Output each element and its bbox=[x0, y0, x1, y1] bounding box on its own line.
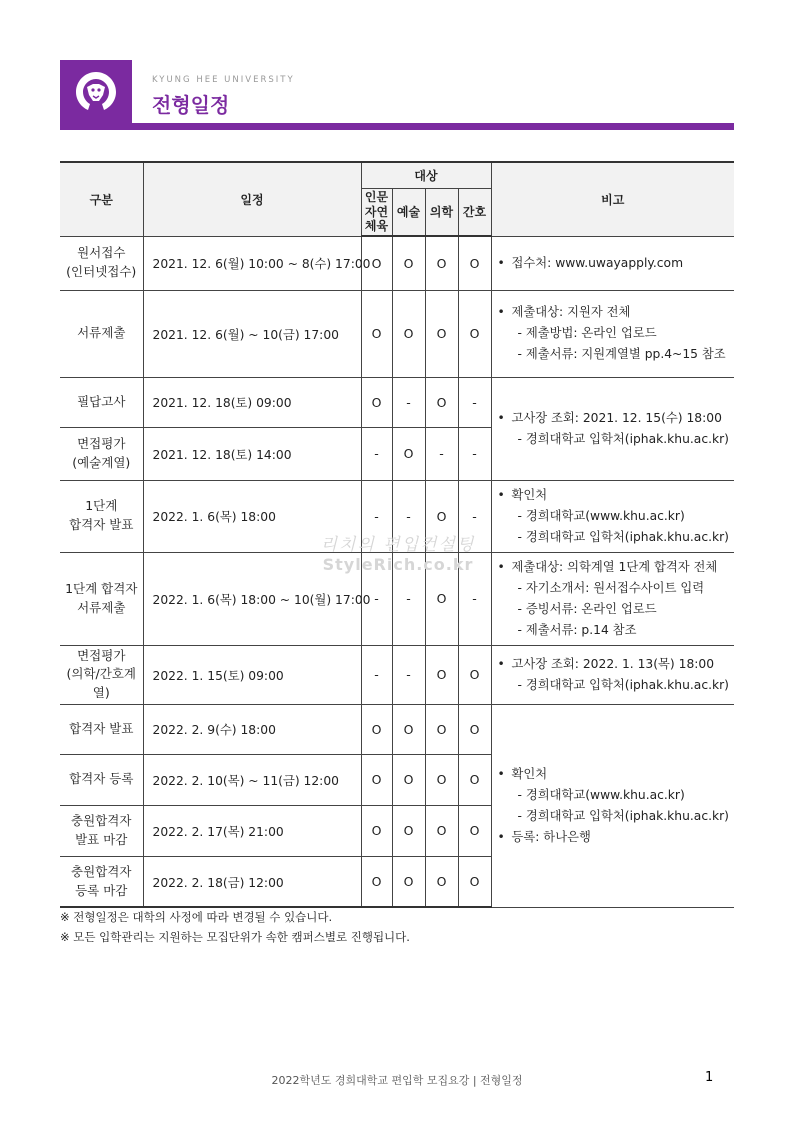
bullet: • bbox=[497, 559, 505, 574]
row-schedule: 2022. 2. 17(목) 21:00 bbox=[143, 805, 361, 856]
row-schedule: 2022. 2. 10(목) ~ 11(금) 12:00 bbox=[143, 754, 361, 805]
row-mark: O bbox=[458, 290, 491, 377]
row-mark: - bbox=[392, 552, 425, 645]
header-target-humanities: 인문 자연 체육 bbox=[361, 188, 392, 236]
row-schedule: 2022. 1. 6(목) 18:00 bbox=[143, 480, 361, 552]
table-row bbox=[60, 377, 734, 427]
row-mark: O bbox=[361, 754, 392, 805]
remark-sub-line: - 자기소개서: 원서접수사이트 입력 bbox=[517, 580, 705, 595]
row-mark: O bbox=[425, 754, 458, 805]
remark-sub-line: - 제출서류: p.14 참조 bbox=[517, 622, 637, 637]
row-mark: - bbox=[361, 427, 392, 480]
page-header bbox=[60, 60, 734, 130]
row-mark: O bbox=[361, 805, 392, 856]
row-division: 합격자 등록 bbox=[60, 754, 143, 805]
remarks-exam bbox=[491, 377, 734, 480]
bullet: • bbox=[497, 766, 505, 781]
row-schedule: 2022. 2. 18(금) 12:00 bbox=[143, 856, 361, 907]
bullet: • bbox=[497, 487, 505, 502]
row-mark: O bbox=[458, 856, 491, 907]
row-division: 1단계 합격자 발표 bbox=[60, 480, 143, 552]
row-mark: O bbox=[425, 805, 458, 856]
remarks-interview-med bbox=[491, 645, 734, 704]
row-schedule: 2021. 12. 6(월) ~ 10(금) 17:00 bbox=[143, 290, 361, 377]
remark-line: 고사장 조회: 2022. 1. 13(목) 18:00 bbox=[511, 656, 715, 671]
remark-sub-line: - 경희대학교(www.khu.ac.kr) bbox=[517, 787, 685, 802]
remark-sub-line: - 경희대학교 입학처(iphak.khu.ac.kr) bbox=[517, 677, 729, 692]
row-division: 면접평가 (예술계열) bbox=[60, 427, 143, 480]
row-mark: O bbox=[392, 805, 425, 856]
row-schedule: 2022. 2. 9(수) 18:00 bbox=[143, 704, 361, 754]
remark-sub-line: - 제출서류: 지원계열별 pp.4~15 참조 bbox=[517, 347, 726, 361]
row-mark: O bbox=[361, 704, 392, 754]
row-mark: - bbox=[458, 377, 491, 427]
remark-sub-line: - 경희대학교(www.khu.ac.kr) bbox=[517, 508, 685, 523]
row-schedule: 2021. 12. 6(월) 10:00 ~ 8(수) 17:00 bbox=[143, 236, 361, 290]
row-mark: O bbox=[458, 704, 491, 754]
bullet: • bbox=[497, 255, 505, 270]
table-row bbox=[60, 480, 734, 552]
bullet: • bbox=[497, 829, 505, 844]
watermark-line2: StyleRich.co.kr bbox=[322, 555, 474, 574]
remark-sub-line: - 증빙서류: 온라인 업로드 bbox=[517, 601, 657, 616]
remark-line: 고사장 조회: 2021. 12. 15(수) 18:00 bbox=[511, 410, 722, 425]
remark-line: 등록: 하나은행 bbox=[511, 829, 591, 844]
row-mark: O bbox=[458, 754, 491, 805]
row-division: 면접평가 (의학/간호계열) bbox=[60, 645, 143, 704]
row-division: 합격자 발표 bbox=[60, 704, 143, 754]
row-mark: O bbox=[425, 480, 458, 552]
row-mark: - bbox=[458, 552, 491, 645]
header-target-medicine: 의학 bbox=[425, 188, 458, 236]
bullet: • bbox=[497, 656, 505, 671]
row-mark: O bbox=[361, 290, 392, 377]
remark-sub-line: - 경희대학교 입학처(iphak.khu.ac.kr) bbox=[517, 431, 729, 446]
remarks-documents bbox=[491, 290, 734, 377]
row-mark: - bbox=[361, 552, 392, 645]
bullet: • bbox=[497, 305, 505, 319]
row-mark: O bbox=[425, 377, 458, 427]
row-division: 서류제출 bbox=[60, 290, 143, 377]
row-mark: O bbox=[425, 290, 458, 377]
row-mark: - bbox=[392, 377, 425, 427]
remarks-stage1-result bbox=[491, 480, 734, 552]
header-schedule: 일정 bbox=[143, 162, 361, 236]
bullet: • bbox=[497, 410, 505, 425]
row-division: 충원합격자 발표 마감 bbox=[60, 805, 143, 856]
header-target-arts: 예술 bbox=[392, 188, 425, 236]
footnote: ※ 모든 입학관리는 지원하는 모집단위가 속한 캠퍼스별로 진행됩니다. bbox=[60, 930, 410, 944]
row-mark: O bbox=[361, 236, 392, 290]
page-footer: 2022학년도 경희대학교 편입학 모집요강 | 전형일정 bbox=[271, 1074, 523, 1087]
schedule-table bbox=[60, 161, 734, 908]
section-title: 전형일정 bbox=[152, 93, 230, 117]
row-schedule: 2022. 1. 6(목) 18:00 ~ 10(월) 17:00 bbox=[143, 552, 361, 645]
row-mark: - bbox=[361, 480, 392, 552]
row-mark: O bbox=[392, 754, 425, 805]
row-mark: - bbox=[458, 480, 491, 552]
remark-line: 접수처: www.uwayapply.com bbox=[511, 255, 684, 270]
lion-icon bbox=[73, 69, 119, 115]
remark-sub-line: - 경희대학교 입학처(iphak.khu.ac.kr) bbox=[517, 529, 729, 544]
remark-line: 확인처 bbox=[511, 487, 548, 502]
remarks-final bbox=[491, 704, 734, 907]
row-mark: O bbox=[425, 704, 458, 754]
row-mark: O bbox=[425, 236, 458, 290]
header-target: 대상 bbox=[361, 162, 491, 188]
row-mark: O bbox=[425, 645, 458, 704]
remark-line: 확인처 bbox=[511, 766, 548, 781]
row-division: 충원합격자 등록 마감 bbox=[60, 856, 143, 907]
row-mark: O bbox=[425, 552, 458, 645]
remark-sub-line: - 경희대학교 입학처(iphak.khu.ac.kr) bbox=[517, 808, 729, 823]
row-mark: O bbox=[392, 290, 425, 377]
row-mark: O bbox=[458, 236, 491, 290]
footnotes bbox=[60, 907, 410, 947]
university-name: KYUNG HEE UNIVERSITY bbox=[152, 75, 295, 85]
row-division: 1단계 합격자 서류제출 bbox=[60, 552, 143, 645]
header-target-nursing: 간호 bbox=[458, 188, 491, 236]
row-mark: O bbox=[392, 704, 425, 754]
row-schedule: 2021. 12. 18(토) 14:00 bbox=[143, 427, 361, 480]
row-mark: O bbox=[425, 856, 458, 907]
row-mark: - bbox=[392, 480, 425, 552]
page-number: 1 bbox=[705, 1070, 714, 1085]
row-division: 필답고사 bbox=[60, 377, 143, 427]
table-row bbox=[60, 552, 734, 645]
row-mark: O bbox=[458, 805, 491, 856]
row-mark: O bbox=[392, 427, 425, 480]
remarks-stage1-docs bbox=[491, 552, 734, 645]
row-mark: O bbox=[361, 856, 392, 907]
header-remarks: 비고 bbox=[491, 162, 734, 236]
table-row bbox=[60, 290, 734, 377]
remark-sub-line: - 제출방법: 온라인 업로드 bbox=[517, 326, 657, 340]
row-mark: - bbox=[361, 645, 392, 704]
watermark-line1: 리치의 편입컨설팅 bbox=[320, 535, 476, 555]
row-division: 원서접수 (인터넷접수) bbox=[60, 236, 143, 290]
row-schedule: 2022. 1. 15(토) 09:00 bbox=[143, 645, 361, 704]
remark-line: 제출대상: 의학계열 1단계 합격자 전체 bbox=[511, 559, 718, 574]
footnote: ※ 전형일정은 대학의 사정에 따라 변경될 수 있습니다. bbox=[60, 910, 333, 924]
remark-line: 제출대상: 지원자 전체 bbox=[511, 305, 631, 319]
remarks-application bbox=[491, 236, 734, 290]
row-mark: O bbox=[458, 645, 491, 704]
table-row bbox=[60, 645, 734, 704]
header-divider bbox=[60, 123, 734, 130]
row-mark: O bbox=[361, 377, 392, 427]
row-mark: - bbox=[425, 427, 458, 480]
header-division: 구분 bbox=[60, 162, 143, 236]
lion-logo bbox=[60, 60, 132, 124]
row-mark: O bbox=[392, 236, 425, 290]
row-mark: - bbox=[392, 645, 425, 704]
table-row bbox=[60, 236, 734, 290]
row-mark: - bbox=[458, 427, 491, 480]
row-mark: O bbox=[392, 856, 425, 907]
table-row bbox=[60, 704, 734, 754]
row-schedule: 2021. 12. 18(토) 09:00 bbox=[143, 377, 361, 427]
